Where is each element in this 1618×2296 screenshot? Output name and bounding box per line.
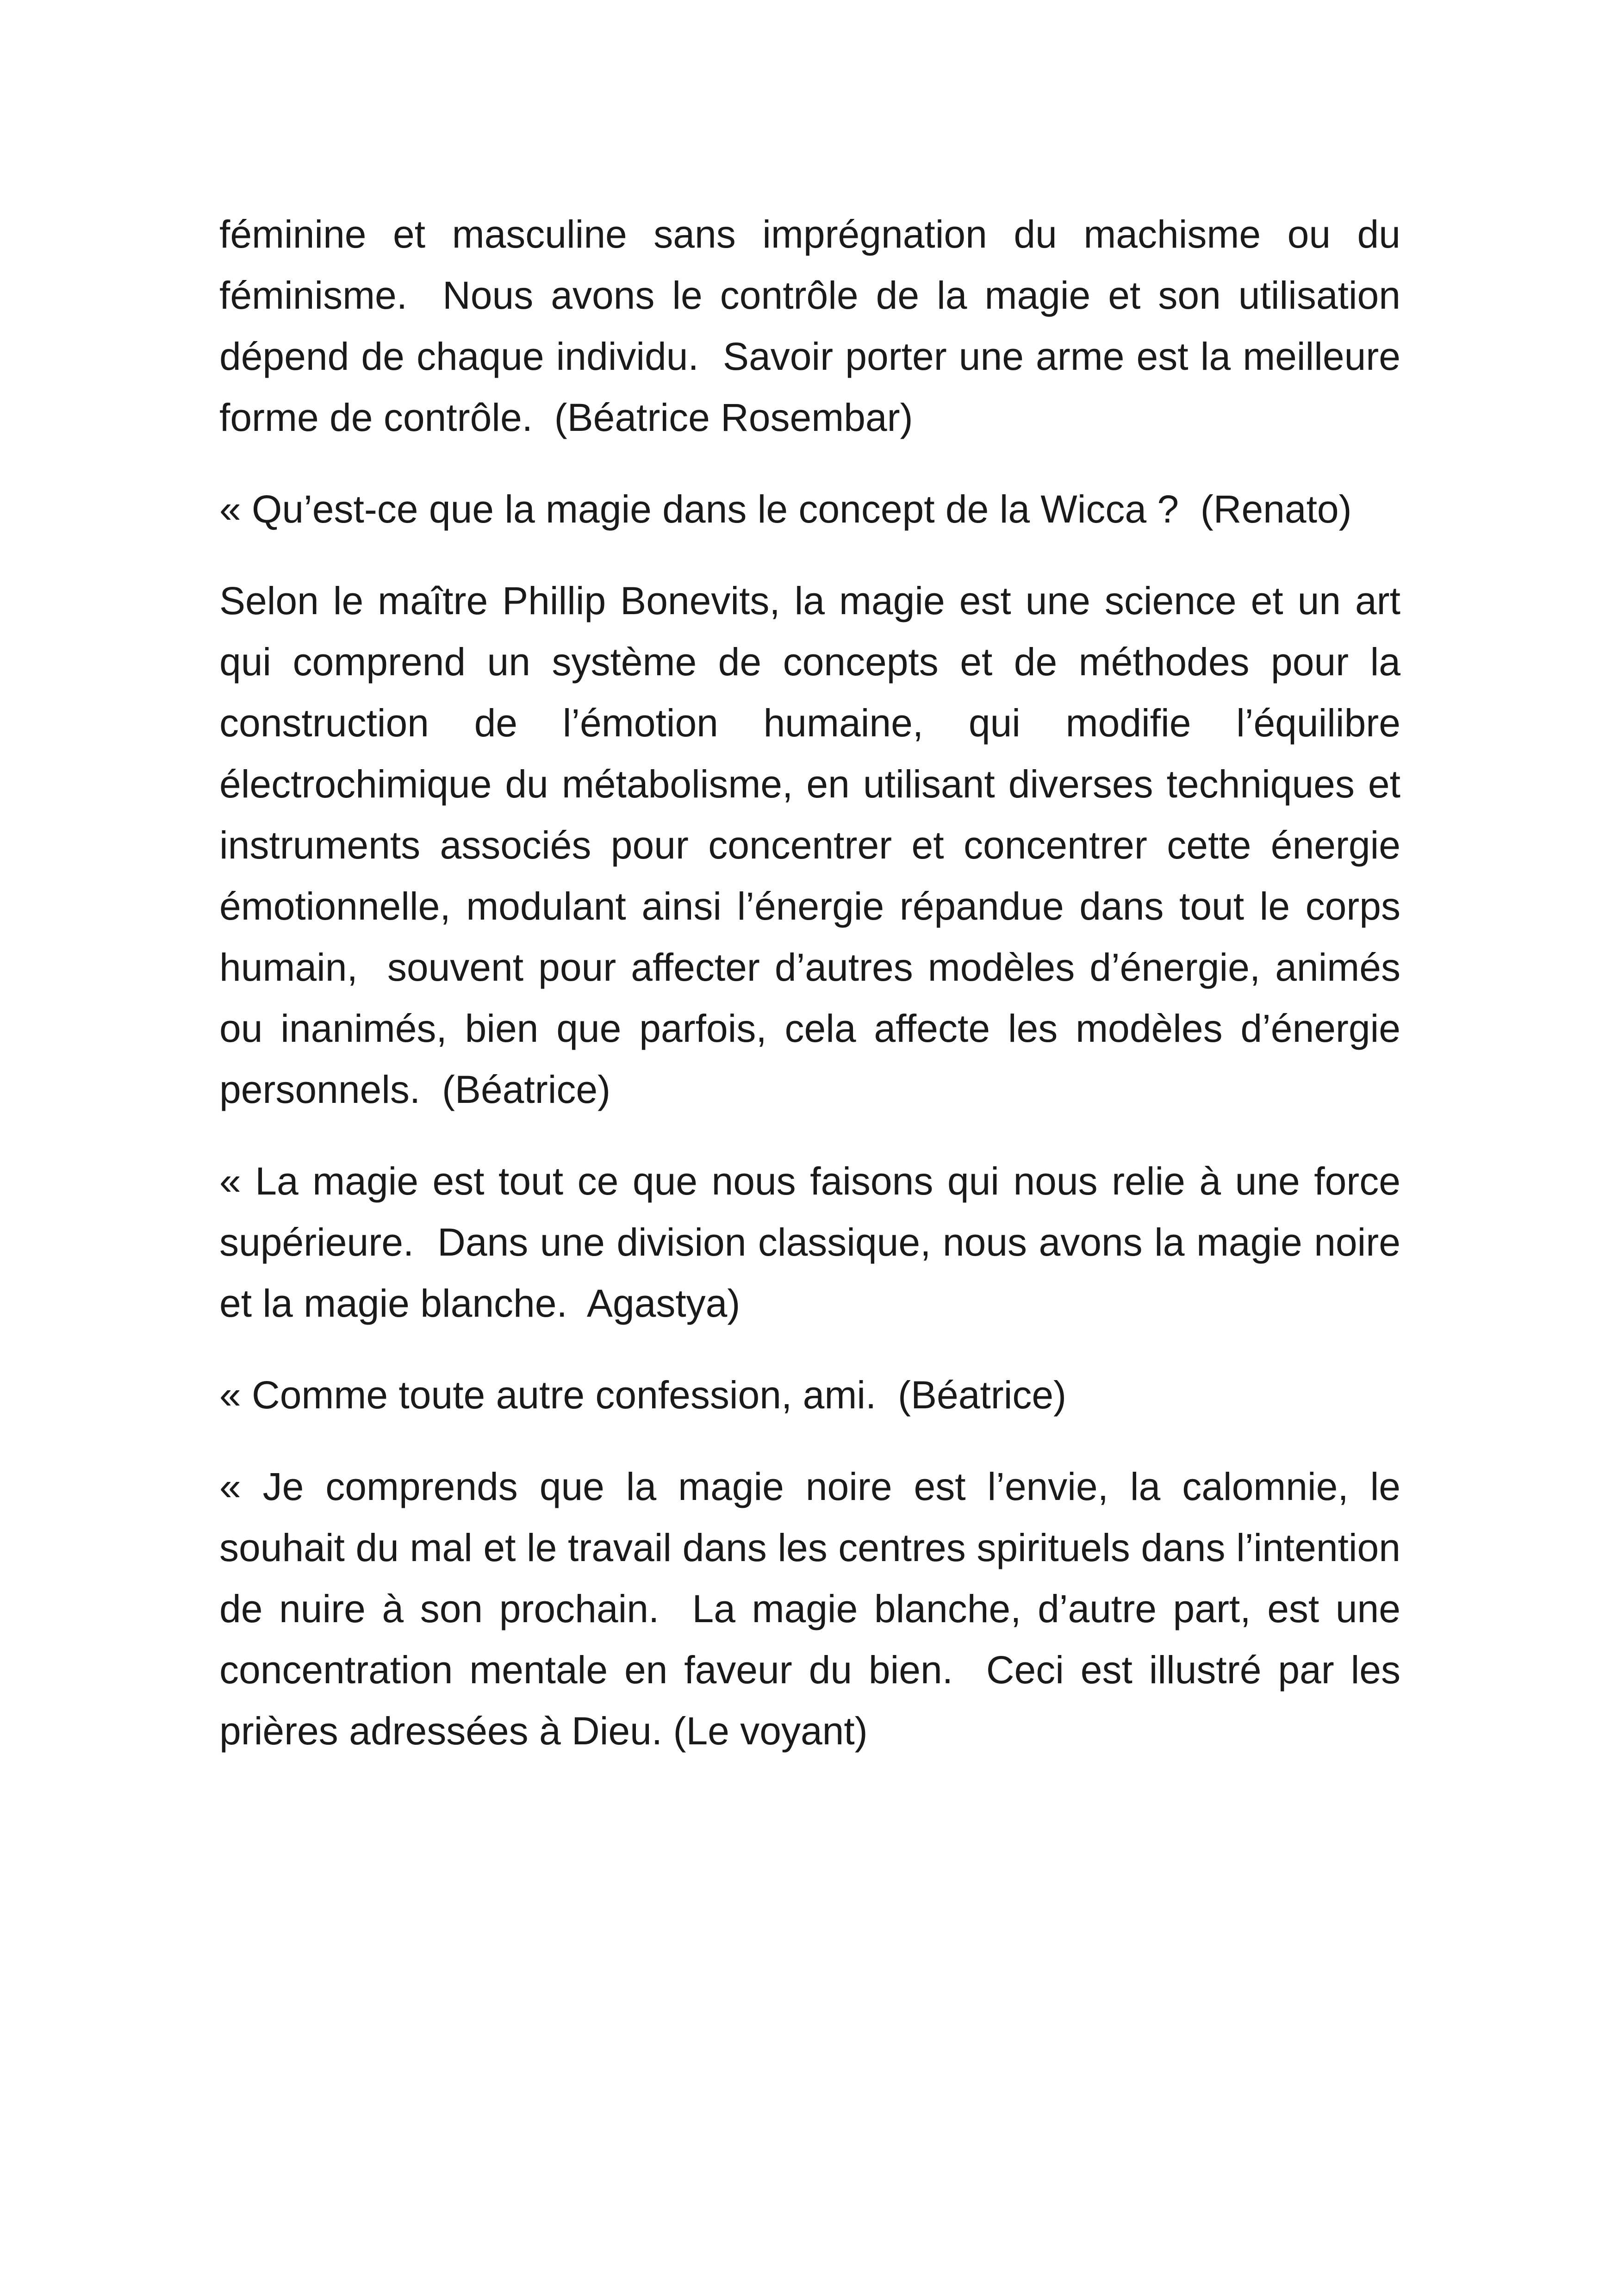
paragraph: « Comme toute autre confession, ami. (Béatrice) — [219, 1373, 1067, 1417]
paragraph: Selon le maître Phillip Bonevits, la magie est une science et un art qui comprend un système de concepts et de méthodes pour la construction de l’émotion humaine, qui modifie l’équilibre électrochimique du métabolisme, en utilisant diverses techniques et instruments associés pour concentrer et concentrer cette énergie émotionnelle, modulant ainsi l’énergie répandue dans tout le corps humain, souvent pour affecter d’autres modèles d’énergie, animés ou inanimés, bien que parfois, cela affecte les modèles d’énergie personnels. (Béatrice) — [219, 579, 1412, 1111]
body-text — [219, 204, 1412, 1792]
paragraph: « Je comprends que la magie noire est l’envie, la calomnie, le souhait du mal et le travail dans les centres spirituels dans l’intention de nuire à son prochain. La magie blanche, d’autre part, est une concentration mentale en faveur du bien. Ceci est illustré par les prières adressées à Dieu. (Le voyant) — [219, 1465, 1412, 1753]
paragraph: « La magie est tout ce que nous faisons qui nous relie à une force supérieure. Dans une division classique, nous avons la magie noire et la magie blanche. Agastya) — [219, 1159, 1412, 1325]
paragraph: « Qu’est-ce que la magie dans le concept de la Wicca ? (Renato) — [219, 487, 1352, 531]
paragraph: féminine et masculine sans imprégnation du machisme ou du féminisme. Nous avons le contrôle de la magie et son utilisation dépend de chaque individu. Savoir porter une arme est la meilleure forme de contrôle. (Béatrice Rosembar) — [219, 212, 1412, 439]
